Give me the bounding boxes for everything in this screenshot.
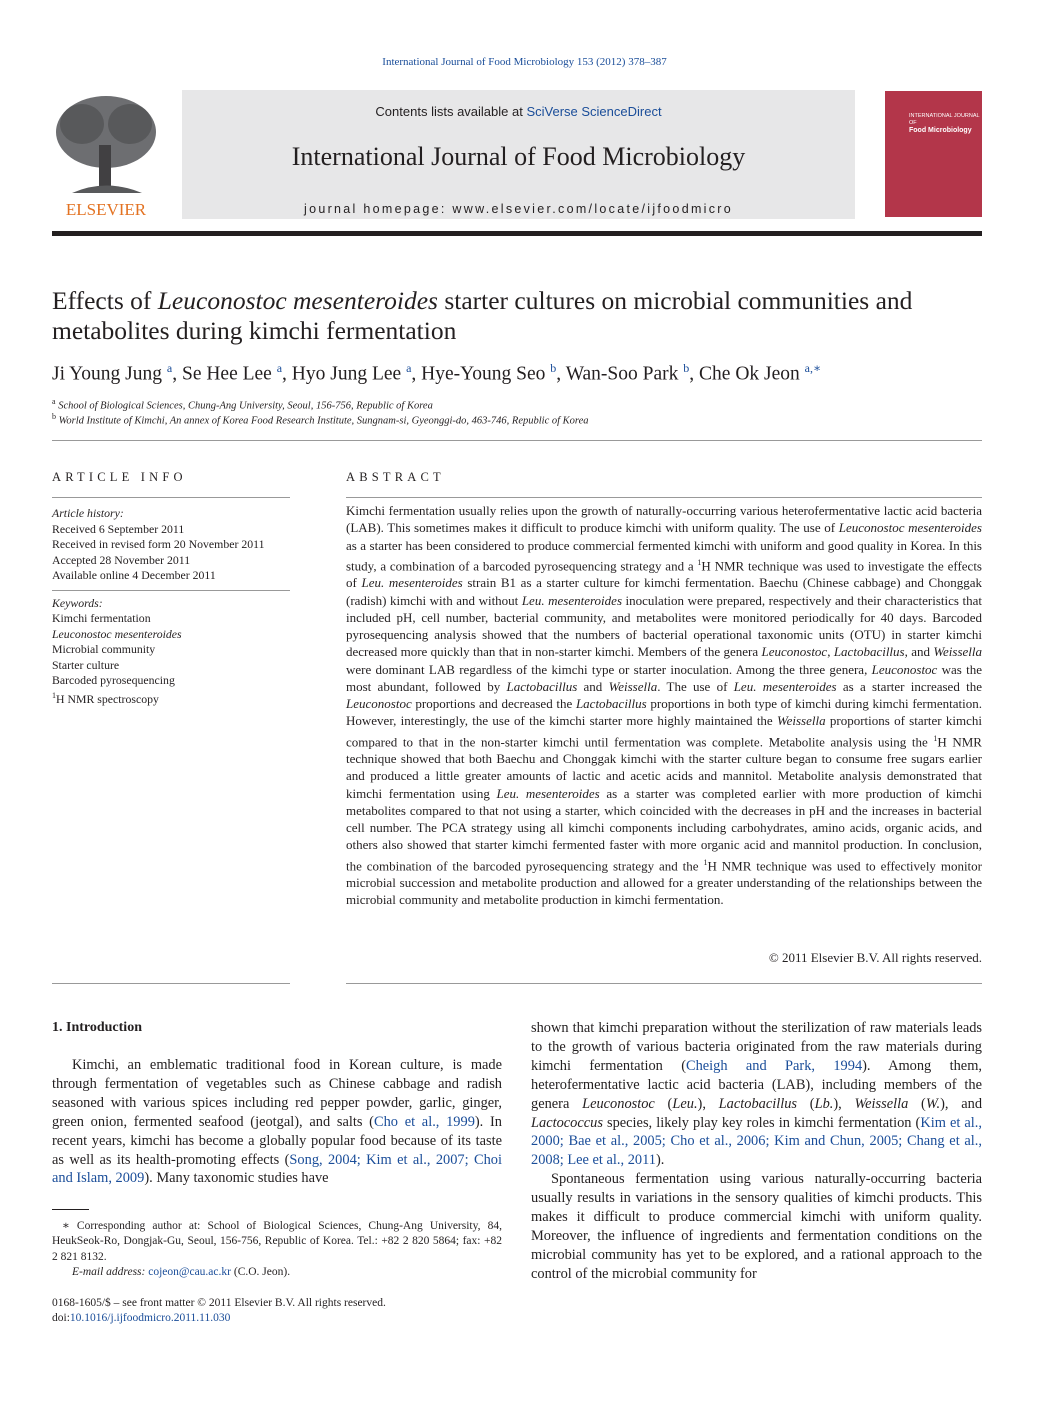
abstract-heading: ABSTRACT [346, 470, 445, 484]
divider [52, 983, 290, 984]
email-link[interactable]: cojeon@cau.ac.kr [148, 1266, 231, 1279]
affiliation-a: $^a$ School of Biological Sciences, Chung-Ang University, Seoul, 156-756, Republic of Korea [52, 397, 433, 412]
journal-title: International Journal of Food Microbiology [291, 142, 746, 171]
keyword: Starter culture [52, 657, 120, 672]
author: Hye-Young Seo [421, 363, 546, 385]
journal-homepage: journal homepage: www.elsevier.com/locate/ijfoodmicro [304, 202, 733, 216]
doi-link[interactable]: 10.1016/j.ijfoodmicro.2011.11.030 [69, 1312, 231, 1325]
article-title: Effects of Leuconostoc mesenteroides starter cultures on microbial communities and metabolites during kimchi fermentation [52, 286, 913, 345]
cover-line-1: INTERNATIONAL JOURNAL OF [909, 113, 980, 126]
keyword: Kimchi fermentation [52, 611, 151, 626]
paragraph: shown that kimchi preparation without the sterilization of raw materials leads to the growth of various bacteria originated from the raw materials during kimchi fermentation (Cheigh and Park, 1994). Among them, heterofermentative lactic acid bacteria (LAB), including members of the genera Leuconostoc (Leu.), Lactobacillus (Lb.), Weissella (W.), and Lactococcus species, likely play key roles in kimchi fermentation (Kim et al., 2000; Bae et al., 2005; Cho et al., 2006; Kim and Chun, 2005; Chang et al., 2008; Lee et al., 2011). [531, 1020, 983, 1169]
body-column-left [52, 1056, 502, 1188]
affiliation-b: $^b$ World Institute of Kimchi, An annex of Korea Food Research Institute, Sungnam-si, Gyeonggi-do, 463-746, Republic of Korea [52, 412, 589, 427]
author-list: Ji Young Jung $^a$, Se Hee Lee $^a$, Hyo Jung Lee $^a$, Hye-Young Seo $^b$, Wan-Soo Park $^b$, Che Ok Jeon $^{a,∗}$ [52, 361, 822, 385]
citation-link[interactable]: Song, 2004; Kim et al., 2007; Choi and Islam, 2009 [52, 1151, 502, 1187]
author: Se Hee Lee [181, 363, 272, 385]
divider [52, 440, 982, 441]
section-heading-introduction: 1. Introduction [52, 1020, 142, 1035]
article-history: Article history: Received 6 September 2011 Received in revised form 20 November 2011 Accepted 28 November 2011 Available online 4 December 2011 [52, 506, 265, 582]
sciencedirect-link[interactable]: SciVerse ScienceDirect [526, 104, 662, 119]
front-matter-info: 0168-1605/$ – see front matter © 2011 Elsevier B.V. All rights reserved. doi:10.1016/j.ijfoodmicro.2011.11.030 [52, 1297, 386, 1325]
keyword: Microbial community [52, 642, 156, 657]
homepage-link[interactable]: www.elsevier.com/locate/ijfoodmicro [452, 202, 733, 216]
citation-link[interactable]: Cho et al., 1999 [373, 1113, 475, 1130]
divider [346, 497, 982, 498]
journal-header [52, 90, 982, 221]
journal-reference[interactable]: International Journal of Food Microbiology 153 (2012) 378–387 [382, 56, 667, 68]
paragraph: Kimchi, an emblematic traditional food in Korean culture, is made through fermentation of vegetables such as Chinese cabbage and radish seasoned with various spices including red pepper powder, garlic, ginger, green onion, fermented seafood (jeotgal), and salts (Cho et al., 1999). In recent years, kimchi has become a globally popular food because of its taste as well as its health-promoting effects (Song, 2004; Kim et al., 2007; Choi and Islam, 2009). Many taxonomic studies have [52, 1057, 502, 1187]
footnote: ∗ Corresponding author at: School of Biological Sciences, Chung-Ang University, 84, HeukSeok-Ro, Dongjak-Gu, Seoul, 156-756, Republic of Korea. Tel.: +82 2 820 5864; fax: +82 2 821 8132. E-mail address: cojeon@cau.ac.kr (C.O. Jeon). [52, 1220, 502, 1279]
abstract-text: Kimchi fermentation usually relies upon the growth of naturally-occurring various heterofermentative lactic acid bacteria (LAB). This sometimes makes it difficult to produce kimchi with uniform quality. The use of Leuconostoc mesenteroides as a starter has been considered to produce commercial fermented kimchi with uniform and good quality in Korea. In this study, a combination of a barcoded pyrosequencing strategy and a $^1$H NMR technique was used to investigate the effects of Leu. mesenteroides strain B1 as a starter culture for kimchi fermentation. Baechu (Chinese cabbage) and Chonggak (radish) kimchi with and without Leu. mesenteroides inoculation were prepared, respectively and their characteristics that included pH, cell number, bacterial community, and metabolites were monitored periodically for 40 days. Barcoded pyrosequencing analysis showed that the numbers of bacterial operational taxonomic units (OTU) in starter kimchi decreased more quickly than that in non-starter kimchi. Members of the genera Leuconostoc, Lactobacillus, and Weissella were dominant LAB regardless of the kimchi type or starter inoculation. Among the three genera, Leuconostoc was the most abundant, followed by Lactobacillus and Weissella. The use of Leu. mesenteroides as a starter increased the Leuconostoc proportions and decreased the Lactobacillus proportions in both type of kimchi during kimchi fermentation. However, interestingly, the use of the kimchi starter more highly maintained the Weissella proportions of starter kimchi compared to that in the non-starter kimchi until fermentation was complete. Metabolite analysis using the $^1$H NMR technique showed that both Baechu and Chonggak kimchi with the starter culture began to consume free sugars earlier and produced a little greater amounts of lactic and acetic acids and mannitol. Metabolite analysis demonstrated that kimchi fermentation using Leu. mesenteroides as a starter was completed earlier with more production of kimchi metabolites compared to that not using a starter, which coincided with the decreases in pH and the increases in bacterial cell number. The PCA strategy using all kimchi components including carbohydrates, amino acids, organic acids, and others also showed that starter kimchi fermented faster with more organic acid and mannitol production. In conclusion, the combination of the barcoded pyrosequencing strategy and the $^1$H NMR technique was used to effectively monitor microbial succession and metabolite production and allowed for a greater understanding of the relationships between the microbial community and metabolite production in kimchi fermentation. [346, 503, 983, 908]
keywords: Keywords: Kimchi fermentation Leuconostoc mesenteroides Microbial community Starter culture Barcoded pyrosequencing $^1$H NMR spectroscopy [52, 596, 290, 708]
author: Wan-Soo Park [565, 363, 679, 385]
header-band [182, 90, 855, 219]
cover-line-2: Food Microbiology [909, 127, 972, 134]
journal-cover-thumbnail[interactable] [885, 91, 982, 217]
elsevier-tree-logo[interactable] [52, 90, 160, 220]
citation-link[interactable]: Kim et al., 2000; Bae et al., 2005; Cho et al., 2006; Kim and Chun, 2005; Chang et al., 2008; Lee et al., 2011 [531, 1114, 982, 1169]
keyword: $^1$H NMR spectroscopy [52, 691, 159, 707]
header-rule [52, 231, 982, 236]
author: Hyo Jung Lee [291, 363, 402, 385]
paragraph: Spontaneous fermentation using various naturally-occurring bacteria usually results in variations in the sensory qualities of kimchi products. This makes it difficult to produce commercial kimchi with uniform quality. Moreover, the influence of ingredients and fermentation conditions on the microbial community has yet to be explored, and a rational approach to the control of the microbial community for [531, 1171, 982, 1282]
publisher-name: ELSEVIER [65, 200, 147, 219]
article-info-heading: ARTICLE INFO [52, 470, 187, 484]
divider [52, 497, 290, 498]
footnote-rule [52, 1209, 89, 1210]
divider [346, 983, 982, 984]
contents-line: Contents lists available at SciVerse ScienceDirect [375, 104, 662, 119]
keyword: Leuconostoc mesenteroides [52, 626, 182, 641]
citation-link[interactable]: Cheigh and Park, 1994 [685, 1057, 863, 1074]
divider [52, 590, 290, 591]
author: Che Ok Jeon [699, 363, 800, 385]
author: Ji Young Jung [52, 363, 163, 385]
keyword: Barcoded pyrosequencing [52, 673, 175, 688]
body-column-right [531, 1019, 982, 1284]
abstract-copyright: © 2011 Elsevier B.V. All rights reserved. [768, 950, 982, 965]
